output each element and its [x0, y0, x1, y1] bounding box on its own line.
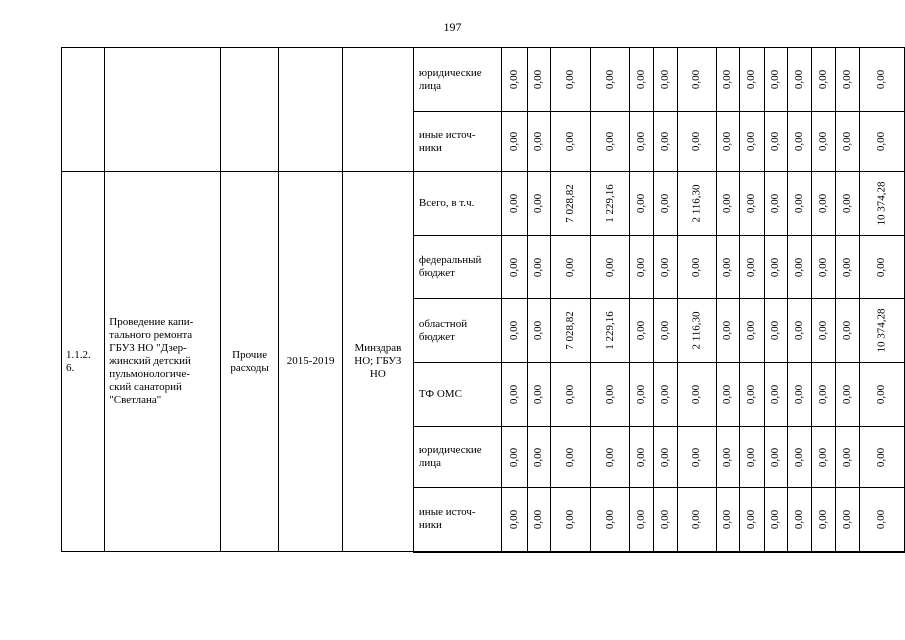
value-cell	[764, 363, 788, 427]
value-cell	[811, 488, 835, 552]
value-text: 0,00	[875, 384, 888, 405]
value-text: 0,00	[508, 384, 521, 405]
item-code-text: 1.1.2. 6.	[66, 348, 91, 374]
value-cell	[590, 299, 630, 363]
value-text: 0,00	[841, 193, 854, 214]
value-cell	[630, 48, 654, 112]
value-cell	[836, 363, 860, 427]
value-cell	[590, 427, 630, 488]
value-text: 0,00	[793, 447, 806, 467]
value-cell	[527, 112, 551, 172]
executor-cell	[342, 172, 413, 552]
value-cell	[811, 48, 835, 112]
value-text: 0,00	[603, 447, 616, 467]
value-text: 10 374,28	[875, 181, 888, 226]
value-text: 0,00	[875, 257, 888, 277]
value-text: 0,00	[841, 509, 854, 529]
value-cell	[811, 299, 835, 363]
value-cell	[788, 236, 812, 299]
value-cell	[716, 172, 740, 236]
value-cell	[859, 112, 904, 172]
value-text: 0,00	[690, 509, 703, 529]
funding-source-cell	[413, 172, 502, 236]
funding-source-cell	[413, 299, 502, 363]
value-text: 0,00	[690, 257, 703, 277]
value-cell	[836, 427, 860, 488]
funding-source-label: ТФ ОМС	[418, 388, 462, 400]
page-number: 197	[443, 20, 462, 34]
value-cell	[677, 299, 716, 363]
value-text: 0,00	[817, 320, 830, 341]
value-cell	[590, 48, 630, 112]
value-cell	[836, 488, 860, 552]
value-text: 0,00	[690, 447, 703, 467]
value-text: 0,00	[721, 320, 734, 341]
value-text: 1 229,16	[603, 184, 616, 223]
value-cell	[677, 112, 716, 172]
blank-period-cell	[279, 48, 342, 172]
value-cell	[590, 236, 630, 299]
value-cell	[653, 112, 677, 172]
value-text: 0,00	[658, 69, 671, 90]
value-text: 0,00	[875, 509, 888, 529]
budget-table-body	[62, 48, 905, 552]
value-text: 0,00	[817, 447, 830, 467]
blank-executor-cell	[342, 48, 413, 172]
value-text: 0,00	[745, 193, 758, 214]
value-cell	[630, 363, 654, 427]
value-text: 0,00	[769, 320, 782, 341]
value-text: 0,00	[603, 69, 616, 90]
value-cell	[502, 299, 527, 363]
value-text: 0,00	[793, 509, 806, 529]
value-cell	[764, 48, 788, 112]
value-cell	[590, 172, 630, 236]
value-cell	[716, 488, 740, 552]
table-row	[62, 172, 905, 236]
value-cell	[502, 236, 527, 299]
funding-source-label: иные источ- ники	[418, 128, 476, 154]
value-text: 0,00	[793, 193, 806, 214]
value-text: 0,00	[635, 131, 648, 152]
value-text: 0,00	[564, 257, 577, 277]
funding-source-label: Всего, в т.ч.	[418, 197, 475, 209]
funding-source-cell	[413, 363, 502, 427]
value-text: 0,00	[745, 131, 758, 152]
value-cell	[630, 488, 654, 552]
value-text: 0,00	[769, 131, 782, 152]
value-cell	[502, 363, 527, 427]
value-cell	[836, 236, 860, 299]
value-text: 0,00	[532, 447, 545, 467]
value-cell	[551, 363, 591, 427]
value-cell	[740, 236, 764, 299]
value-cell	[836, 172, 860, 236]
value-cell	[788, 172, 812, 236]
value-text: 0,00	[875, 447, 888, 467]
value-text: 0,00	[793, 257, 806, 277]
value-text: 0,00	[721, 384, 734, 405]
value-cell	[859, 427, 904, 488]
value-text: 0,00	[658, 320, 671, 341]
value-text: 0,00	[635, 320, 648, 341]
value-text: 0,00	[769, 447, 782, 467]
value-cell	[527, 172, 551, 236]
value-text: 0,00	[690, 131, 703, 152]
value-cell	[502, 172, 527, 236]
value-cell	[630, 299, 654, 363]
value-cell	[677, 363, 716, 427]
value-text: 7 028,82	[564, 311, 577, 350]
value-text: 0,00	[721, 447, 734, 467]
value-text: 0,00	[745, 509, 758, 529]
value-cell	[590, 363, 630, 427]
period-text: 2015-2019	[286, 355, 335, 367]
value-text: 0,00	[721, 131, 734, 152]
value-cell	[551, 112, 591, 172]
value-text: 0,00	[532, 131, 545, 152]
value-text: 0,00	[841, 384, 854, 405]
value-cell	[502, 488, 527, 552]
funding-source-cell	[413, 48, 502, 112]
value-cell	[859, 236, 904, 299]
value-cell	[527, 236, 551, 299]
value-cell	[859, 363, 904, 427]
value-cell	[551, 236, 591, 299]
value-cell	[653, 236, 677, 299]
funding-source-label: федеральный бюджет	[418, 254, 482, 279]
value-cell	[551, 299, 591, 363]
value-text: 0,00	[817, 384, 830, 405]
value-cell	[630, 172, 654, 236]
value-text: 0,00	[875, 69, 888, 90]
value-text: 0,00	[769, 69, 782, 90]
value-cell	[527, 488, 551, 552]
value-cell	[764, 236, 788, 299]
value-cell	[527, 363, 551, 427]
value-cell	[788, 488, 812, 552]
value-cell	[590, 112, 630, 172]
value-text: 0,00	[793, 384, 806, 405]
value-cell	[677, 427, 716, 488]
value-text: 0,00	[817, 131, 830, 152]
value-cell	[716, 236, 740, 299]
value-text: 0,00	[817, 69, 830, 90]
value-cell	[859, 299, 904, 363]
value-text: 0,00	[841, 447, 854, 467]
value-text: 0,00	[690, 69, 703, 90]
value-text: 0,00	[658, 131, 671, 152]
value-cell	[653, 427, 677, 488]
value-text: 0,00	[769, 193, 782, 214]
value-text: 0,00	[745, 384, 758, 405]
funding-source-label: юридические лица	[418, 444, 482, 469]
value-cell	[630, 236, 654, 299]
value-text: 0,00	[508, 131, 521, 152]
value-cell	[502, 112, 527, 172]
value-text: 0,00	[745, 447, 758, 467]
value-text: 0,00	[508, 320, 521, 341]
value-text: 0,00	[564, 509, 577, 529]
value-text: 0,00	[658, 447, 671, 467]
value-text: 0,00	[635, 509, 648, 529]
value-text: 0,00	[532, 509, 545, 529]
value-cell	[716, 299, 740, 363]
value-cell	[764, 112, 788, 172]
value-text: 0,00	[817, 193, 830, 214]
item-code-cell	[62, 172, 105, 552]
value-text: 0,00	[508, 509, 521, 529]
value-text: 0,00	[532, 384, 545, 405]
value-cell	[677, 488, 716, 552]
value-text: 0,00	[793, 320, 806, 341]
funding-source-cell	[413, 236, 502, 299]
value-cell	[836, 112, 860, 172]
value-cell	[859, 48, 904, 112]
value-text: 0,00	[841, 257, 854, 277]
value-text: 0,00	[532, 193, 545, 214]
value-text: 0,00	[508, 257, 521, 277]
value-cell	[677, 48, 716, 112]
value-text: 0,00	[603, 131, 616, 152]
value-text: 0,00	[721, 193, 734, 214]
blank-name-cell	[105, 48, 221, 172]
item-name-text: Проведение капи- тального ремонта ГБУЗ НО "Дзер- жинский детский пульмонологиче- ский санаторий "Светлана"	[109, 316, 194, 406]
value-cell	[740, 427, 764, 488]
value-text: 0,00	[721, 509, 734, 529]
value-cell	[502, 427, 527, 488]
budget-table	[61, 47, 905, 553]
value-cell	[788, 299, 812, 363]
value-text: 0,00	[721, 69, 734, 90]
item-name-cell	[105, 172, 221, 552]
value-text: 0,00	[690, 384, 703, 405]
value-text: 0,00	[721, 257, 734, 277]
value-text: 0,00	[532, 320, 545, 341]
value-text: 0,00	[603, 509, 616, 529]
value-text: 0,00	[745, 320, 758, 341]
expense-type-text: Прочие расходы	[230, 348, 269, 374]
value-text: 1 229,16	[603, 311, 616, 350]
value-text: 0,00	[841, 69, 854, 90]
value-cell	[764, 172, 788, 236]
funding-source-label: иные источ- ники	[418, 506, 476, 532]
value-text: 0,00	[769, 509, 782, 529]
funding-source-label: областной бюджет	[418, 317, 468, 343]
value-text: 0,00	[793, 69, 806, 90]
value-text: 0,00	[793, 131, 806, 152]
value-text: 0,00	[603, 384, 616, 405]
value-cell	[551, 48, 591, 112]
value-cell	[502, 48, 527, 112]
value-text: 0,00	[658, 509, 671, 529]
value-text: 0,00	[841, 131, 854, 152]
value-cell	[836, 299, 860, 363]
value-text: 0,00	[875, 131, 888, 152]
value-cell	[630, 427, 654, 488]
value-text: 0,00	[769, 257, 782, 277]
value-cell	[630, 112, 654, 172]
value-cell	[527, 299, 551, 363]
value-cell	[716, 48, 740, 112]
value-cell	[788, 363, 812, 427]
value-cell	[677, 172, 716, 236]
value-cell	[551, 488, 591, 552]
value-cell	[653, 172, 677, 236]
funding-source-cell	[413, 112, 502, 172]
value-text: 0,00	[603, 257, 616, 277]
value-cell	[551, 172, 591, 236]
value-cell	[740, 363, 764, 427]
value-text: 0,00	[532, 257, 545, 277]
value-cell	[740, 112, 764, 172]
value-cell	[653, 299, 677, 363]
value-cell	[811, 363, 835, 427]
value-text: 0,00	[745, 257, 758, 277]
value-cell	[527, 48, 551, 112]
value-cell	[740, 299, 764, 363]
value-cell	[551, 427, 591, 488]
value-cell	[859, 172, 904, 236]
value-cell	[811, 172, 835, 236]
value-text: 2 116,30	[690, 311, 703, 350]
value-cell	[740, 48, 764, 112]
value-text: 0,00	[635, 69, 648, 90]
value-cell	[716, 363, 740, 427]
value-text: 0,00	[508, 193, 521, 214]
value-text: 0,00	[564, 447, 577, 467]
value-cell	[740, 488, 764, 552]
executor-text: Минздрав НО; ГБУЗ НО	[354, 342, 402, 380]
value-cell	[764, 299, 788, 363]
value-text: 0,00	[564, 131, 577, 152]
value-cell	[677, 236, 716, 299]
value-cell	[788, 427, 812, 488]
value-text: 0,00	[564, 384, 577, 405]
value-cell	[740, 172, 764, 236]
value-cell	[859, 488, 904, 552]
value-cell	[811, 236, 835, 299]
value-cell	[811, 427, 835, 488]
value-text: 0,00	[564, 69, 577, 90]
value-text: 0,00	[658, 384, 671, 405]
value-cell	[653, 363, 677, 427]
value-text: 0,00	[508, 447, 521, 467]
value-text: 0,00	[635, 384, 648, 405]
value-text: 0,00	[769, 384, 782, 405]
value-text: 0,00	[817, 257, 830, 277]
value-text: 0,00	[745, 69, 758, 90]
value-cell	[788, 48, 812, 112]
value-text: 10 374,28	[875, 308, 888, 353]
value-text: 0,00	[658, 257, 671, 277]
value-cell	[811, 112, 835, 172]
value-cell	[527, 427, 551, 488]
expense-type-cell	[220, 172, 279, 552]
value-cell	[653, 488, 677, 552]
value-text: 0,00	[635, 257, 648, 277]
value-cell	[716, 427, 740, 488]
value-text: 0,00	[635, 193, 648, 214]
value-text: 7 028,82	[564, 184, 577, 223]
value-text: 0,00	[508, 69, 521, 90]
funding-source-cell	[413, 427, 502, 488]
value-text: 0,00	[817, 509, 830, 529]
funding-source-label: юридические лица	[418, 66, 482, 92]
value-cell	[836, 48, 860, 112]
value-cell	[764, 427, 788, 488]
value-cell	[716, 112, 740, 172]
value-text: 0,00	[841, 320, 854, 341]
value-cell	[764, 488, 788, 552]
value-text: 0,00	[635, 447, 648, 467]
value-cell	[590, 488, 630, 552]
value-cell	[653, 48, 677, 112]
value-text: 2 116,30	[690, 184, 703, 223]
blank-code-cell	[62, 48, 105, 172]
period-cell	[279, 172, 342, 552]
table-row	[62, 48, 905, 112]
value-text: 0,00	[658, 193, 671, 214]
value-text: 0,00	[532, 69, 545, 90]
funding-source-cell	[413, 488, 502, 552]
value-cell	[788, 112, 812, 172]
blank-type-cell	[220, 48, 279, 172]
